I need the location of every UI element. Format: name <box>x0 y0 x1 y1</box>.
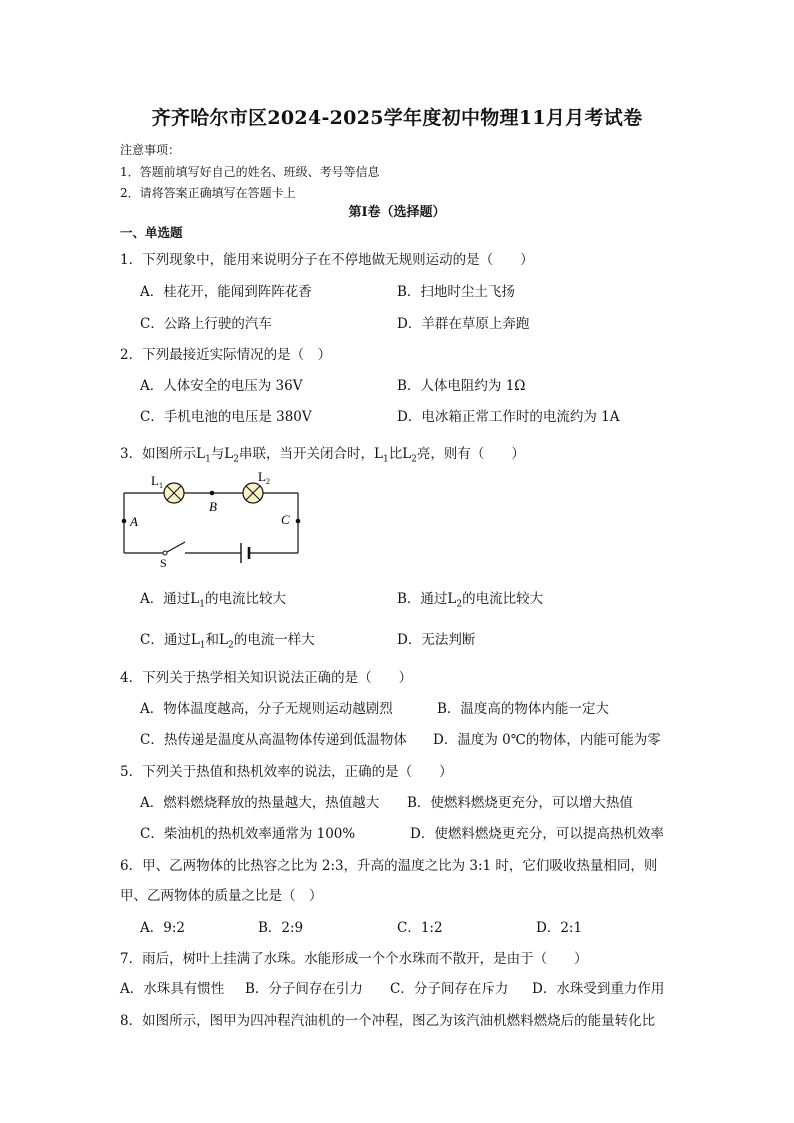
q7-option-a: A．水珠具有惯性 <box>120 981 225 997</box>
junction-b <box>210 491 215 496</box>
q7-option-c: C．分子间存在斥力 <box>390 981 509 997</box>
q6-option-a: A．9:2 <box>140 920 185 936</box>
note-item-1: 1．答题前填写好自己的姓名、班级、考号等信息 <box>120 165 380 179</box>
label-s: S <box>160 556 167 568</box>
q7-option-b: B．分子间存在引力 <box>245 981 363 997</box>
notes-heading: 注意事项： <box>120 143 181 157</box>
q2-option-c: C．手机电池的电压是 380V <box>140 409 312 425</box>
q8-stem: 8．如图所示，图甲为四冲程汽油机的一个冲程，图乙为该汽油机燃料燃烧后的能量转化比 <box>120 1013 656 1029</box>
q1-option-b: B．扫地时尘土飞扬 <box>397 284 515 300</box>
q2-option-a: A．人体安全的电压为 36V <box>140 378 303 394</box>
q5-option-c: C．柴油机的热机效率通常为 100% <box>140 826 356 842</box>
label-c: C <box>281 512 290 527</box>
q4-option-c: C．热传递是温度从高温物体传递到低温物体 <box>140 732 407 748</box>
q3-option-a: A．通过$L_1$的电流比较大 <box>140 591 286 610</box>
q2-option-d: D．电冰箱正常工作时的电流约为 1A <box>397 409 620 425</box>
label-l2: L <box>258 469 266 484</box>
q1-option-d: D．羊群在草原上奔跑 <box>397 316 530 332</box>
q6-stem-line1: 6．甲、乙两物体的比热容之比为 2:3，升高的温度之比为 3:1 时，它们吸收热量相同，则 <box>120 858 658 874</box>
q3-stem: 3．如图所示$L_1$与$L_2$串联，当开关闭合时，$L_1$比$L_2$亮，则有（ ） <box>120 446 525 465</box>
label-l1-sub: 1 <box>159 481 163 490</box>
junction-a <box>122 519 127 524</box>
q1-option-c: C．公路上行驶的汽车 <box>140 316 272 332</box>
q1-option-a: A．桂花开，能闻到阵阵花香 <box>140 284 312 300</box>
q5-stem: 5．下列关于热值和热机效率的说法，正确的是（ ） <box>120 764 453 780</box>
label-l1: L <box>151 473 159 488</box>
battery-icon <box>241 543 249 563</box>
q6-option-d: D．2:1 <box>536 920 583 936</box>
note-item-2: 2．请将答案正确填写在答题卡上 <box>120 186 296 200</box>
q2-option-b: B．人体电阻约为 1Ω <box>397 378 526 394</box>
q5-option-a: A．燃料燃烧释放的热量越大，热值越大 <box>140 795 380 811</box>
switch-contact-icon <box>163 551 167 555</box>
lamp-l2-icon <box>243 483 263 503</box>
q7-option-d: D．水珠受到重力作用 <box>532 981 665 997</box>
q6-option-c: C．1:2 <box>397 920 443 936</box>
q4-stem: 4．下列关于热学相关知识说法正确的是（ ） <box>120 670 413 686</box>
label-l2-sub: 2 <box>266 477 270 486</box>
q4-option-a: A．物体温度越高，分子无规则运动越剧烈 <box>140 701 393 717</box>
q3-option-c: C．通过$L_1$和$L_2$的电流一样大 <box>140 632 315 651</box>
circuit-diagram <box>115 468 315 568</box>
lamp-l1-icon <box>164 483 184 503</box>
q4-option-d: D．温度为 0℃的物体，内能可能为零 <box>433 732 661 748</box>
q5-option-d: D．使燃料燃烧更充分，可以提高热机效率 <box>410 826 664 842</box>
q6-stem-line2: 甲、乙两物体的质量之比是（ ） <box>120 888 323 904</box>
label-b: B <box>209 499 217 514</box>
q7-stem: 7．雨后，树叶上挂满了水珠。水能形成一个个水珠而不散开，是由于（ ） <box>120 951 588 967</box>
q1-stem: 1．下列现象中，能用来说明分子在不停地做无规则运动的是（ ） <box>120 252 534 268</box>
part-heading: 一、单选题 <box>120 225 183 240</box>
q3-option-d: D．无法判断 <box>397 632 476 648</box>
exam-title: 齐齐哈尔市区2024-2025学年度初中物理11月月考试卷 <box>151 107 643 129</box>
q5-option-b: B．使燃料燃烧更充分，可以增大热值 <box>407 795 633 811</box>
q2-stem: 2．下列最接近实际情况的是（ ） <box>120 347 332 363</box>
q3-option-b: B．通过$L_2$的电流比较大 <box>397 591 544 610</box>
section-heading: 第I卷（选择题） <box>348 205 446 220</box>
junction-c <box>296 519 301 524</box>
label-a: A <box>130 514 138 529</box>
q4-option-b: B．温度高的物体内能一定大 <box>437 701 609 717</box>
q6-option-b: B．2:9 <box>258 920 304 936</box>
